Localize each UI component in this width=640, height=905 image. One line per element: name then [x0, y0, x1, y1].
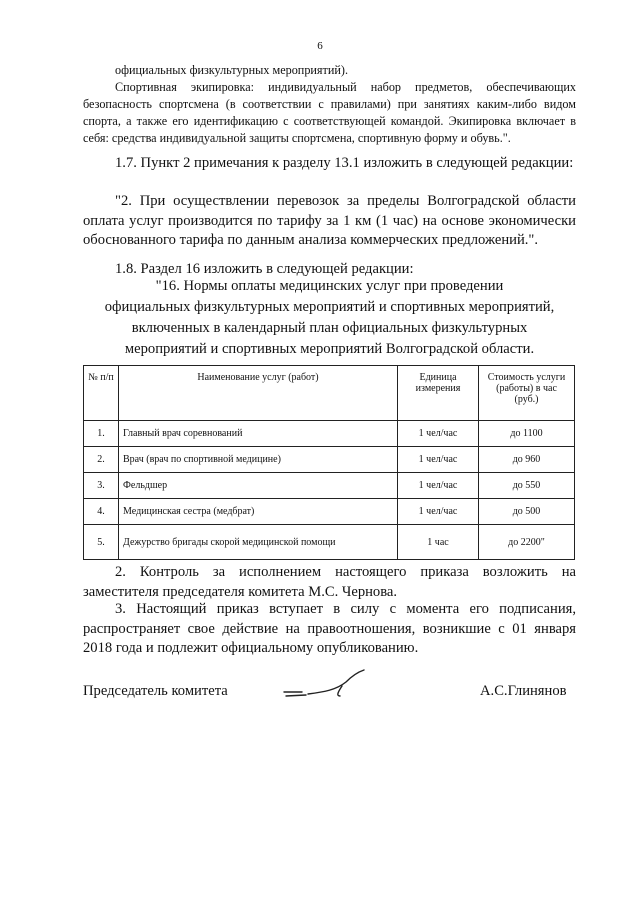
item-1-7: 1.7. Пункт 2 примечания к разделу 13.1 изложить в следующей редакции: — [115, 155, 574, 171]
item-1-8: 1.8. Раздел 16 изложить в следующей редакции: — [115, 261, 414, 277]
signatory-position: Председатель комитета — [83, 683, 228, 699]
paragraph-sports-equipment: Спортивная экипировка: индивидуальный набор предметов, обеспечивающих безопасность спортсмена (в соответствии с правилами) при занятиях каким-либо видом спорта, а также его идентификацию с соответствующей командой. Экипировка включает в себя: средства индивидуальной защиты спортсмена, спортивную форму и обувь.". — [83, 80, 576, 145]
signatory-name: А.С.Глинянов — [480, 683, 567, 699]
section-16-title — [83, 276, 576, 360]
table-row — [84, 473, 575, 499]
handwritten-signature-icon — [280, 668, 370, 702]
row-num: 1. — [84, 421, 119, 447]
section-title-line: мероприятий и спортивных мероприятий Волгоградской области. — [124, 341, 535, 357]
section-title-line: "16. Нормы оплаты медицинских услуг при проведении — [155, 278, 504, 294]
page-number: 6 — [317, 40, 323, 52]
header-unit: Единица измерения — [398, 366, 479, 421]
row-name: Фельдшер — [119, 473, 398, 499]
row-unit: 1 чел/час — [398, 499, 479, 525]
row-price: до 500 — [479, 499, 575, 525]
row-name: Главный врач соревнований — [119, 421, 398, 447]
table-row — [84, 499, 575, 525]
section-title-line: официальных физкультурных мероприятий и спортивных мероприятий, — [104, 299, 555, 315]
item-3: 3. Настоящий приказ вступает в силу с момента его подписания, распространяет свое действие на правоотношения, возникшие с 01 января 2018 года и подлежит официальному опубликованию. — [83, 601, 576, 656]
row-price: до 960 — [479, 447, 575, 473]
row-num: 2. — [84, 447, 119, 473]
table-row — [84, 525, 575, 560]
row-unit: 1 чел/час — [398, 473, 479, 499]
header-price: Стоимость услуги (работы) в час (руб.) — [479, 366, 575, 421]
row-unit: 1 час — [398, 525, 479, 560]
row-price: до 1100 — [479, 421, 575, 447]
paragraph-continuation: официальных физкультурных мероприятий). — [115, 63, 349, 77]
row-unit: 1 чел/час — [398, 447, 479, 473]
row-num: 4. — [84, 499, 119, 525]
item-1-7-text: "2. При осуществлении перевозок за пределы Волгоградской области оплата услуг производится по тарифу за 1 км (1 час) на основе экономически обоснованного тарифа по данным анализа коммерческих предложений.". — [83, 193, 576, 248]
section-title-line: включенных в календарный план официальных физкультурных — [131, 320, 528, 336]
medical-services-table — [83, 365, 575, 560]
header-name: Наименование услуг (работ) — [119, 366, 398, 421]
row-name: Медицинская сестра (медбрат) — [119, 499, 398, 525]
header-num: № п/п — [84, 366, 119, 421]
row-price: до 550 — [479, 473, 575, 499]
item-2: 2. Контроль за исполнением настоящего приказа возложить на заместителя председателя комитета М.С. Чернова. — [83, 564, 576, 600]
row-price: до 2200" — [479, 525, 575, 560]
row-num: 3. — [84, 473, 119, 499]
row-name: Врач (врач по спортивной медицине) — [119, 447, 398, 473]
table-header-row — [84, 366, 575, 421]
table-row — [84, 447, 575, 473]
row-unit: 1 чел/час — [398, 421, 479, 447]
table-row — [84, 421, 575, 447]
row-num: 5. — [84, 525, 119, 560]
row-name: Дежурство бригады скорой медицинской помощи — [119, 525, 398, 560]
